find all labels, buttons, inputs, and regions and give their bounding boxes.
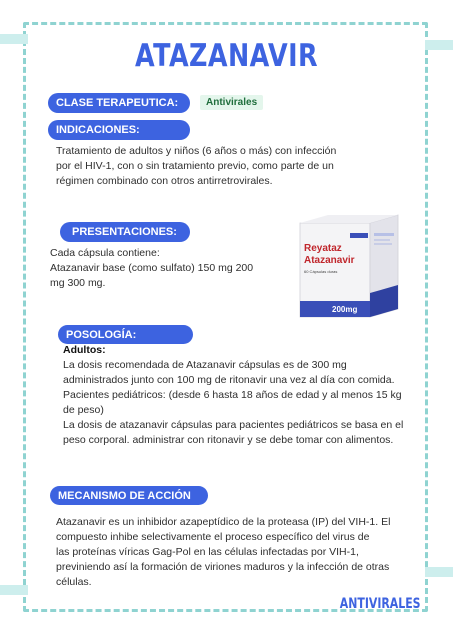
posologia-label: POSOLOGÍA: <box>58 325 193 344</box>
text-line: La dosis recomendada de Atazanavir cápsulas es de 300 mg <box>63 359 347 371</box>
text-line: Cada cápsula contiene: <box>50 247 160 259</box>
text-line: de peso) <box>63 404 104 416</box>
mecanismo-label: MECANISMO DE ACCIÓN <box>50 486 208 505</box>
text-line: previniendo así la formación de viriones maduros y la infección de otras <box>56 561 390 573</box>
frame-tab-right-top <box>425 40 453 50</box>
mecanismo-text <box>56 515 390 590</box>
text-line: régimen combinado con otros antirretrovirales. <box>56 175 273 187</box>
indicaciones-text <box>56 144 336 189</box>
text-line: La dosis de atazanavir cápsulas para pacientes pediátricos se basa en el <box>63 419 404 431</box>
text-line: las proteínas víricas Gag-Pol en las células infectadas por VIH-1, <box>56 546 359 558</box>
presentaciones-label: PRESENTACIONES: <box>60 222 190 242</box>
footer-label: ANTIVIRALES <box>340 596 421 612</box>
product-box-image <box>290 213 404 323</box>
text-line: compuesto inhibe selectivamente el proceso específico del virus de <box>56 531 370 543</box>
presentaciones-text <box>50 246 278 291</box>
posologia-subtitle: Adultos: <box>63 344 106 356</box>
indicaciones-label: INDICACIONES: <box>48 120 190 140</box>
text-line: administrados junto con 100 mg de ritonavir una vez al día con comida. <box>63 374 395 386</box>
text-line: mg 300 mg. <box>50 277 106 289</box>
page-title: ATAZANAVIR <box>135 38 318 74</box>
product-name: Atazanavir <box>304 255 355 266</box>
text-line: Atazanavir es un inhibidor azapeptídico de la proteasa (IP) del VIH-1. El <box>56 516 391 528</box>
frame-tab-left-bottom <box>0 585 28 595</box>
product-small-text: 60 Cápsulas duras <box>304 269 338 274</box>
frame-tab-right-bottom <box>425 567 453 577</box>
text-line: Pacientes pediátricos: (desde 6 hasta 18 años de edad y al menos 15 kg <box>63 389 402 401</box>
clase-value-badge: Antivirales <box>200 95 263 110</box>
clase-label: CLASE TERAPEUTICA: <box>48 93 190 113</box>
frame-tab-left-top <box>0 34 28 44</box>
posologia-text <box>63 343 403 448</box>
product-brand: Reyataz <box>304 243 342 254</box>
text-line: Tratamiento de adultos y niños (6 años o más) con infección <box>56 145 337 157</box>
text-line: por el HIV-1, con o sin tratamiento previo, como parte de un <box>56 160 334 172</box>
text-line: Atazanavir base (como sulfato) 150 mg 200 <box>50 262 254 274</box>
product-dose: 200mg <box>332 305 358 314</box>
text-line: peso corporal. administrar con ritonavir y se debe tomar con alimentos. <box>63 434 394 446</box>
text-line: células. <box>56 576 92 588</box>
